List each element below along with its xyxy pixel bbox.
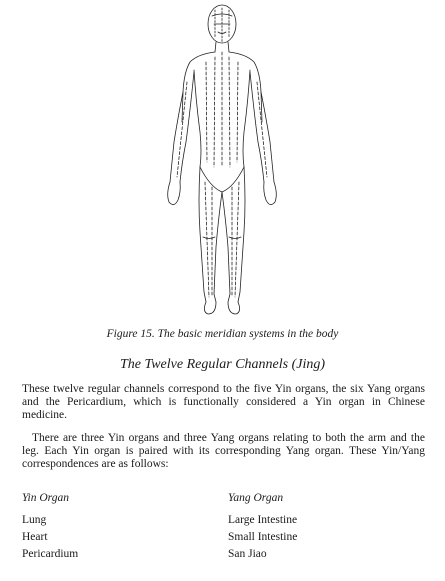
yang-organ-cell: Large Intestine [228, 514, 298, 526]
table-header [22, 492, 425, 514]
yin-organ-cell: Heart [22, 531, 48, 543]
meridian-figure [160, 2, 290, 320]
table-row [22, 514, 425, 531]
header-yin-organ: Yin Organ [22, 492, 69, 504]
paragraph-2: There are three Yin organs and three Yang organs relating to both the arm and the leg. Each Yin organ is paired with its corresponding Yang organ. These Yin/Yang correspondences are as follows: [22, 432, 425, 470]
yang-organ-cell: Small Intestine [228, 531, 298, 543]
yang-organ-cell: San Jiao [228, 548, 267, 560]
organ-table [22, 492, 425, 565]
figure-caption: Figure 15. The basic meridian systems in the body [106, 328, 339, 340]
section-title: The Twelve Regular Channels (Jing) [119, 357, 326, 372]
header-yang-organ: Yang Organ [228, 492, 284, 504]
yin-organ-cell: Pericardium [22, 548, 79, 560]
meridian-body-illustration [160, 2, 290, 320]
table-row [22, 531, 425, 548]
table-row [22, 548, 425, 565]
yin-organ-cell: Lung [22, 514, 47, 526]
paragraph-1: These twelve regular channels correspond to the five Yin organs, the six Yang organs and the Pericardium, which is functionally considered a Yin organ in Chinese medicine. [22, 383, 425, 421]
